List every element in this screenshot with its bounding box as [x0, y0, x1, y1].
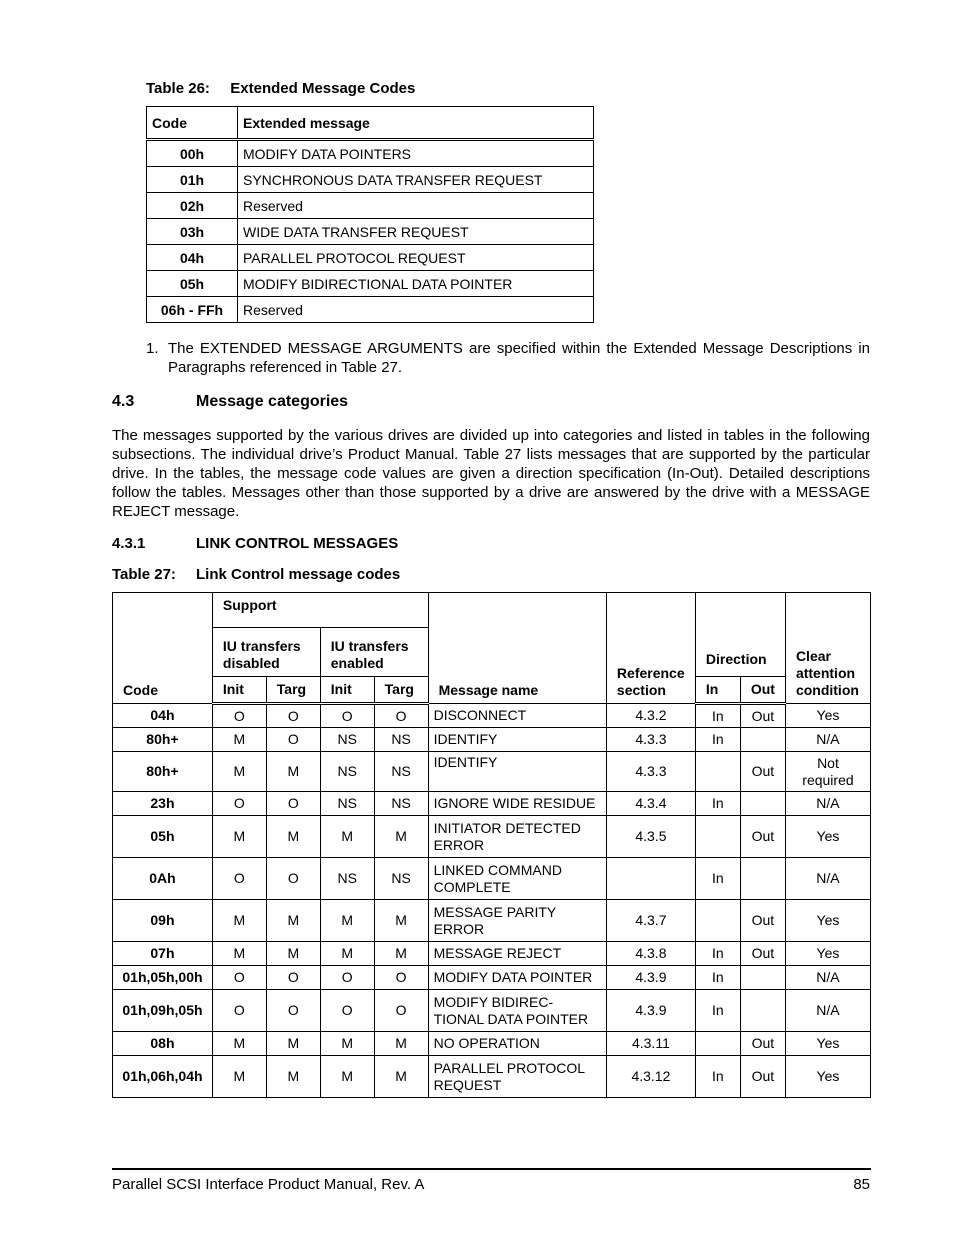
direction-in-cell: In	[695, 858, 740, 900]
table26-row	[147, 271, 594, 297]
reference-cell: 4.3.7	[606, 900, 695, 942]
clear-attention-cell: Yes	[785, 942, 870, 966]
disabled-targ-cell: M	[266, 942, 320, 966]
disabled-init-cell: M	[212, 942, 266, 966]
header-reference-section: Reference section	[606, 593, 695, 704]
footnote-number: 1.	[146, 340, 159, 357]
disabled-targ-cell: M	[266, 1032, 320, 1056]
disabled-init-cell: M	[212, 752, 266, 792]
footer-title: Parallel SCSI Interface Product Manual, Rev. A	[112, 1176, 425, 1193]
enabled-targ-cell: M	[374, 1056, 428, 1098]
code-cell: 07h	[113, 942, 213, 966]
code-cell: 80h+	[113, 752, 213, 792]
clear-attention-cell: N/A	[785, 792, 870, 816]
clear-attention-cell: Yes	[785, 816, 870, 858]
enabled-init-cell: M	[320, 942, 374, 966]
enabled-init-cell: M	[320, 1056, 374, 1098]
direction-in-cell: In	[695, 704, 740, 728]
disabled-init-cell: M	[212, 728, 266, 752]
direction-in-cell	[695, 1032, 740, 1056]
clear-attention-cell: Yes	[785, 1032, 870, 1056]
direction-out-cell: Out	[740, 942, 785, 966]
header-direction-out: Out	[740, 677, 785, 704]
table26-message-cell: SYNCHRONOUS DATA TRANSFER REQUEST	[238, 167, 594, 193]
disabled-init-cell: M	[212, 1056, 266, 1098]
direction-out-cell	[740, 728, 785, 752]
disabled-init-cell: O	[212, 966, 266, 990]
disabled-targ-cell: O	[266, 792, 320, 816]
direction-in-cell: In	[695, 792, 740, 816]
table26-label: Table 26:	[146, 80, 210, 97]
section-4-3-1-title: LINK CONTROL MESSAGES	[196, 535, 399, 552]
direction-in-cell	[695, 900, 740, 942]
disabled-targ-cell: O	[266, 858, 320, 900]
table26-row	[147, 167, 594, 193]
header-clear-attention: Clear attention condition	[785, 593, 870, 704]
direction-in-cell: In	[695, 966, 740, 990]
table26-header-message: Extended message	[238, 107, 594, 140]
direction-in-cell: In	[695, 990, 740, 1032]
enabled-targ-cell: M	[374, 900, 428, 942]
direction-in-cell: In	[695, 1056, 740, 1098]
enabled-targ-cell: O	[374, 704, 428, 728]
reference-cell: 4.3.4	[606, 792, 695, 816]
reference-cell: 4.3.3	[606, 752, 695, 792]
enabled-init-cell: M	[320, 1032, 374, 1056]
table26-caption	[146, 80, 415, 97]
disabled-targ-cell: M	[266, 816, 320, 858]
direction-out-cell: Out	[740, 1056, 785, 1098]
enabled-targ-cell: M	[374, 942, 428, 966]
section-4-3-body: The messages supported by the various drives are divided up into categories and listed in tables in the following subsections. The individual drive’s Product Manual. Table 27 lists messages that are supported by the particular drive. In the tables, the message code values are given a direction specification (In-Out). Detailed descriptions follow the tables. Messages other than those supported by a drive are answered by the drive with a MESSAGE REJECT message.	[112, 427, 870, 520]
message-name-cell: IDENTIFY	[428, 728, 606, 752]
enabled-init-cell: M	[320, 816, 374, 858]
disabled-targ-cell: O	[266, 728, 320, 752]
table26-row	[147, 245, 594, 271]
table27-row	[113, 990, 871, 1032]
table26-code-cell: 05h	[147, 271, 238, 297]
reference-cell: 4.3.9	[606, 990, 695, 1032]
footnote-text: The EXTENDED MESSAGE ARGUMENTS are specified within the Extended Message Descriptions in Paragraphs referenced in Table 27.	[168, 340, 870, 376]
table27-row	[113, 752, 871, 792]
direction-out-cell: Out	[740, 1032, 785, 1056]
table27-row	[113, 900, 871, 942]
table26-message-cell: Reserved	[238, 297, 594, 323]
table27-row	[113, 966, 871, 990]
footer-rule	[112, 1168, 871, 1170]
table26-row	[147, 297, 594, 323]
code-cell: 80h+	[113, 728, 213, 752]
direction-out-cell	[740, 858, 785, 900]
disabled-targ-cell: O	[266, 704, 320, 728]
table27-row	[113, 792, 871, 816]
code-cell: 04h	[113, 704, 213, 728]
disabled-targ-cell: M	[266, 1056, 320, 1098]
disabled-init-cell: O	[212, 990, 266, 1032]
direction-out-cell	[740, 966, 785, 990]
direction-out-cell: Out	[740, 816, 785, 858]
table27-row	[113, 1032, 871, 1056]
code-cell: 01h,05h,00h	[113, 966, 213, 990]
table26-row	[147, 193, 594, 219]
reference-cell: 4.3.12	[606, 1056, 695, 1098]
clear-attention-cell: Yes	[785, 704, 870, 728]
direction-out-cell	[740, 990, 785, 1032]
reference-cell	[606, 858, 695, 900]
disabled-init-cell: O	[212, 704, 266, 728]
header-disabled-targ: Targ	[266, 677, 320, 704]
disabled-init-cell: M	[212, 1032, 266, 1056]
message-name-cell: IDENTIFY	[428, 752, 606, 792]
table27-row	[113, 858, 871, 900]
code-cell: 05h	[113, 816, 213, 858]
header-direction: Direction	[695, 593, 785, 677]
message-name-cell: MODIFY DATA POINTER	[428, 966, 606, 990]
enabled-targ-cell: NS	[374, 858, 428, 900]
table27-row	[113, 942, 871, 966]
reference-cell: 4.3.2	[606, 704, 695, 728]
table26-message-cell: WIDE DATA TRANSFER REQUEST	[238, 219, 594, 245]
section-4-3-title: Message categories	[196, 393, 349, 410]
message-name-cell: MESSAGE REJECT	[428, 942, 606, 966]
code-cell: 09h	[113, 900, 213, 942]
enabled-targ-cell: NS	[374, 792, 428, 816]
header-support: Support	[212, 593, 428, 628]
table26-message-cell: MODIFY DATA POINTERS	[238, 140, 594, 167]
direction-out-cell: Out	[740, 752, 785, 792]
extended-message-codes-table	[146, 106, 594, 323]
direction-in-cell: In	[695, 942, 740, 966]
disabled-init-cell: O	[212, 792, 266, 816]
table27-label: Table 27:	[112, 566, 176, 583]
enabled-init-cell: O	[320, 966, 374, 990]
message-name-cell: DISCONNECT	[428, 704, 606, 728]
disabled-targ-cell: M	[266, 752, 320, 792]
message-name-cell: PARALLEL PROTOCOL REQUEST	[428, 1056, 606, 1098]
enabled-init-cell: NS	[320, 858, 374, 900]
table26-code-cell: 03h	[147, 219, 238, 245]
code-cell: 23h	[113, 792, 213, 816]
direction-in-cell: In	[695, 728, 740, 752]
section-number: 4.3	[112, 393, 135, 410]
disabled-targ-cell: O	[266, 990, 320, 1032]
disabled-init-cell: M	[212, 816, 266, 858]
disabled-targ-cell: O	[266, 966, 320, 990]
clear-attention-cell: N/A	[785, 858, 870, 900]
clear-attention-cell: N/A	[785, 728, 870, 752]
clear-attention-cell: N/A	[785, 990, 870, 1032]
table26-code-cell: 01h	[147, 167, 238, 193]
header-message-name: Message name	[428, 593, 606, 704]
header-direction-in: In	[695, 677, 740, 704]
disabled-targ-cell: M	[266, 900, 320, 942]
enabled-targ-cell: M	[374, 816, 428, 858]
disabled-init-cell: M	[212, 900, 266, 942]
message-name-cell: MODIFY BIDIREC-TIONAL DATA POINTER	[428, 990, 606, 1032]
enabled-init-cell: M	[320, 900, 374, 942]
table27-row	[113, 728, 871, 752]
enabled-targ-cell: O	[374, 966, 428, 990]
enabled-targ-cell: NS	[374, 728, 428, 752]
direction-in-cell	[695, 816, 740, 858]
code-cell: 0Ah	[113, 858, 213, 900]
enabled-init-cell: O	[320, 704, 374, 728]
table26-row	[147, 219, 594, 245]
table27-row	[113, 816, 871, 858]
table26-header-code: Code	[147, 107, 238, 140]
reference-cell: 4.3.9	[606, 966, 695, 990]
header-iu-enabled: IU transfers enabled	[320, 628, 428, 677]
table27-caption	[112, 566, 176, 583]
clear-attention-cell: Yes	[785, 1056, 870, 1098]
table26-code-cell: 02h	[147, 193, 238, 219]
message-name-cell: IGNORE WIDE RESIDUE	[428, 792, 606, 816]
table27-row	[113, 1056, 871, 1098]
table26-row	[147, 140, 594, 167]
message-name-cell: LINKED COMMAND COMPLETE	[428, 858, 606, 900]
enabled-init-cell: NS	[320, 728, 374, 752]
header-disabled-init: Init	[212, 677, 266, 704]
table26-message-cell: Reserved	[238, 193, 594, 219]
enabled-targ-cell: NS	[374, 752, 428, 792]
header-enabled-init: Init	[320, 677, 374, 704]
direction-out-cell: Out	[740, 704, 785, 728]
message-name-cell: INITIATOR DETECTED ERROR	[428, 816, 606, 858]
header-code: Code	[113, 593, 213, 704]
direction-out-cell: Out	[740, 900, 785, 942]
link-control-message-codes-table	[112, 592, 871, 1098]
direction-out-cell	[740, 792, 785, 816]
header-enabled-targ: Targ	[374, 677, 428, 704]
code-cell: 08h	[113, 1032, 213, 1056]
enabled-targ-cell: O	[374, 990, 428, 1032]
code-cell: 01h,09h,05h	[113, 990, 213, 1032]
clear-attention-cell: Not required	[785, 752, 870, 792]
enabled-init-cell: O	[320, 990, 374, 1032]
reference-cell: 4.3.8	[606, 942, 695, 966]
reference-cell: 4.3.5	[606, 816, 695, 858]
code-cell: 01h,06h,04h	[113, 1056, 213, 1098]
header-iu-disabled: IU transfers disabled	[212, 628, 320, 677]
table26-code-cell: 04h	[147, 245, 238, 271]
table26-title: Extended Message Codes	[230, 80, 416, 97]
reference-cell: 4.3.11	[606, 1032, 695, 1056]
table26-message-cell: PARALLEL PROTOCOL REQUEST	[238, 245, 594, 271]
section-4-3-heading	[112, 393, 134, 411]
footnote-1	[146, 339, 870, 377]
reference-cell: 4.3.3	[606, 728, 695, 752]
table27-title: Link Control message codes	[196, 566, 401, 583]
page-number: 85	[853, 1176, 870, 1193]
table26-code-cell: 06h - FFh	[147, 297, 238, 323]
section-4-3-1-number: 4.3.1	[112, 535, 146, 552]
table26-message-cell: MODIFY BIDIRECTIONAL DATA POINTER	[238, 271, 594, 297]
enabled-targ-cell: M	[374, 1032, 428, 1056]
table26-code-cell: 00h	[147, 140, 238, 167]
message-name-cell: NO OPERATION	[428, 1032, 606, 1056]
disabled-init-cell: O	[212, 858, 266, 900]
clear-attention-cell: N/A	[785, 966, 870, 990]
enabled-init-cell: NS	[320, 752, 374, 792]
table27-row	[113, 704, 871, 728]
enabled-init-cell: NS	[320, 792, 374, 816]
message-name-cell: MESSAGE PARITY ERROR	[428, 900, 606, 942]
clear-attention-cell: Yes	[785, 900, 870, 942]
direction-in-cell	[695, 752, 740, 792]
